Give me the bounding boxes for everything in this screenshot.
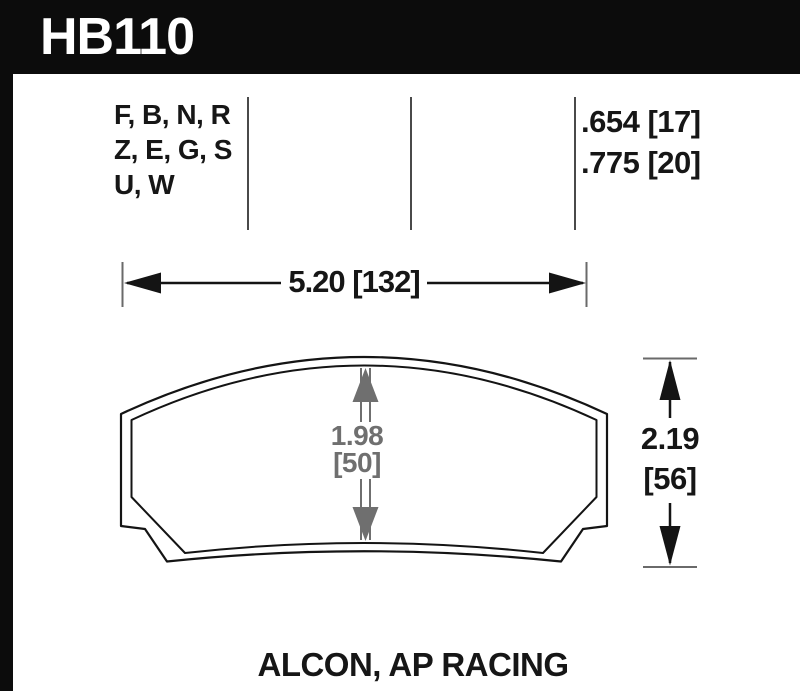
overall-height-value: 2.19 [640,421,700,456]
center-height-value: 1.98 [330,420,384,451]
pad-thickness-value-1: .654 [17] [581,104,701,139]
compound-codes-line-3: U, W [114,169,175,200]
center-height-dimension-label [312,422,402,476]
pad-thickness-value-2: .775 [20] [581,145,701,180]
center-height-metric: [50] [333,447,381,478]
overall-height-dimension-label [627,419,713,499]
height-dim-down-arrowhead-icon [660,526,681,566]
width-dim-right-arrowhead-icon [549,273,586,294]
width-dim-left-arrowhead-icon [124,273,161,294]
compound-codes-line-2: Z, E, G, S [114,134,232,165]
compound-codes-line-1: F, B, N, R [114,99,231,130]
width-dimension-label: 5.20 [132] [288,264,420,299]
height-dim-up-arrowhead-icon [660,360,681,400]
part-number: HB110 [40,8,194,66]
applications-caption: ALCON, AP RACING [257,646,569,683]
overall-height-metric: [56] [643,461,697,496]
